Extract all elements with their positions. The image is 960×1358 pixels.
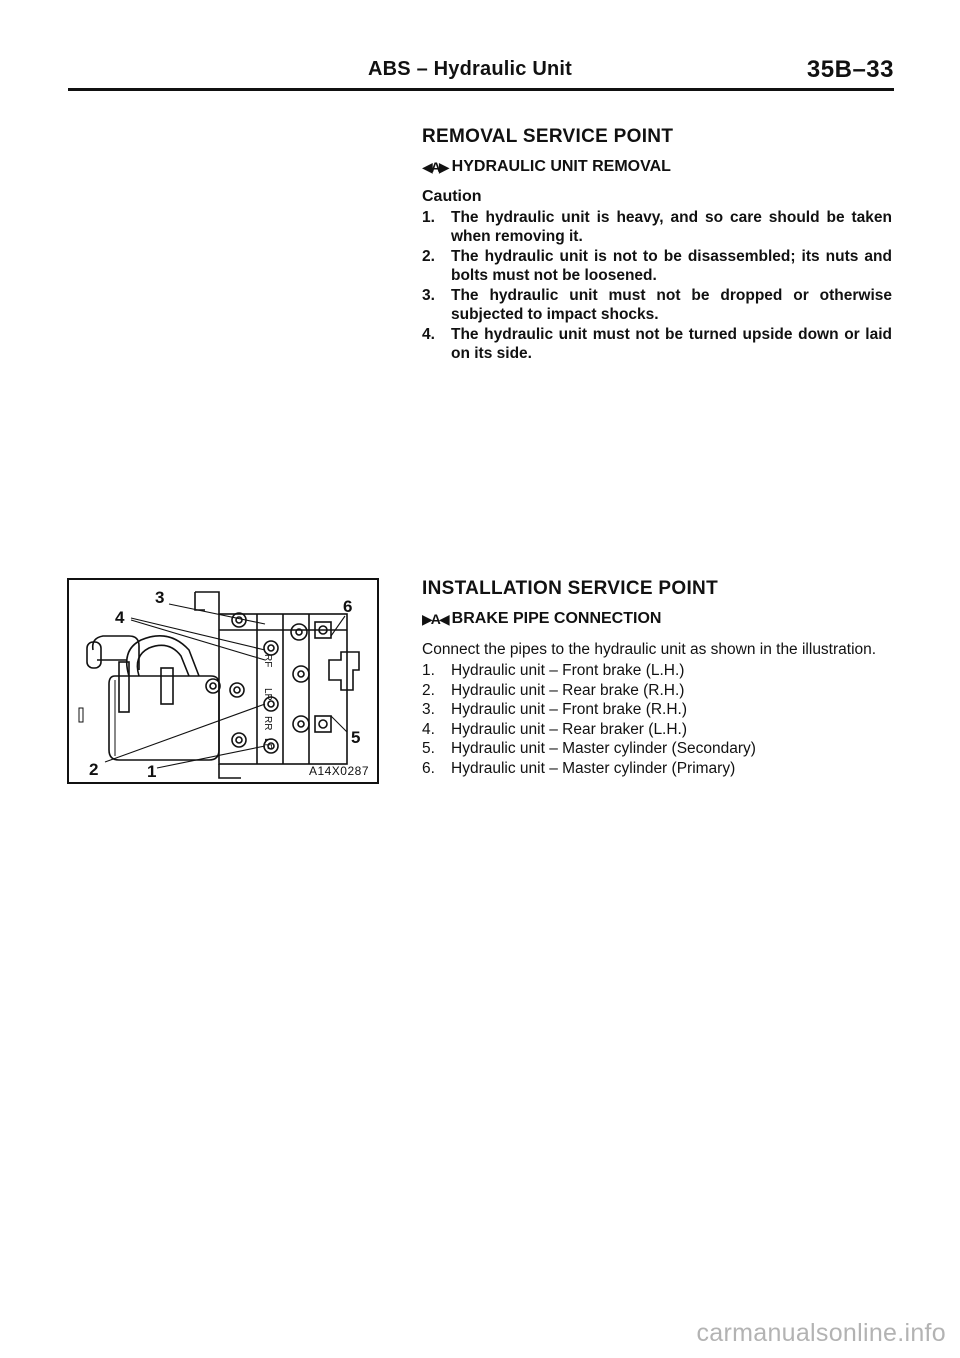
removal-section (422, 126, 892, 364)
header-rule (68, 88, 894, 91)
list-item: 2. The hydraulic unit is not to be disassembled; its nuts and bolts must not be loosened. (422, 248, 892, 284)
removal-subheading (422, 158, 892, 176)
list-item: 3. Hydraulic unit – Front brake (R.H.) (422, 701, 688, 718)
installation-subheading (422, 610, 892, 628)
callout-5: 5 (351, 728, 361, 747)
port-label: RF (262, 654, 273, 668)
port-label: LR (262, 688, 273, 701)
page-number: 35B–33 (806, 56, 894, 83)
list-item: 4. The hydraulic unit must not be turned upside down or laid on its side. (422, 326, 892, 362)
list-item: 5. Hydraulic unit – Master cylinder (Secondary) (422, 740, 756, 757)
removal-marker-icon: ◀A▶ (422, 158, 448, 175)
callout-2: 2 (89, 760, 99, 779)
list-item: 4. Hydraulic unit – Rear braker (L.H.) (422, 720, 688, 738)
installation-heading: INSTALLATION SERVICE POINT (422, 578, 718, 599)
callout-4: 4 (115, 608, 125, 627)
list-item: 3. The hydraulic unit must not be dropped or otherwise subjected to impact shocks. (422, 287, 892, 323)
callout-3: 3 (155, 588, 165, 607)
port-label: RR (262, 716, 273, 731)
list-item: 6. Hydraulic unit – Master cylinder (Primary) (422, 759, 736, 777)
removal-heading: REMOVAL SERVICE POINT (422, 126, 674, 147)
installation-intro: Connect the pipes to the hydraulic unit as shown in the illustration. (422, 641, 877, 658)
installation-subheading-text: BRAKE PIPE CONNECTION (451, 610, 662, 627)
page-header (68, 58, 894, 92)
hydraulic-unit-figure (67, 578, 379, 784)
list-item: 2. Hydraulic unit – Rear brake (R.H.) (422, 681, 685, 699)
figure-code: A14X0287 (308, 764, 369, 778)
page-title: ABS – Hydraulic Unit (368, 58, 573, 80)
caution-list (422, 208, 892, 363)
list-item: 1. The hydraulic unit is heavy, and so care should be taken when removing it. (422, 209, 892, 245)
port-label: LF (262, 738, 273, 750)
callout-6: 6 (343, 597, 353, 616)
list-item: 1. Hydraulic unit – Front brake (L.H.) (422, 662, 685, 679)
callout-1: 1 (147, 762, 157, 781)
removal-subheading-text: HYDRAULIC UNIT REMOVAL (451, 158, 671, 175)
pipe-list (422, 661, 892, 778)
watermark: carmanualsonline.info (696, 1319, 946, 1347)
installation-section (422, 578, 892, 778)
caution-label: Caution (422, 188, 482, 205)
installation-marker-icon: ▶A◀ (422, 610, 448, 627)
